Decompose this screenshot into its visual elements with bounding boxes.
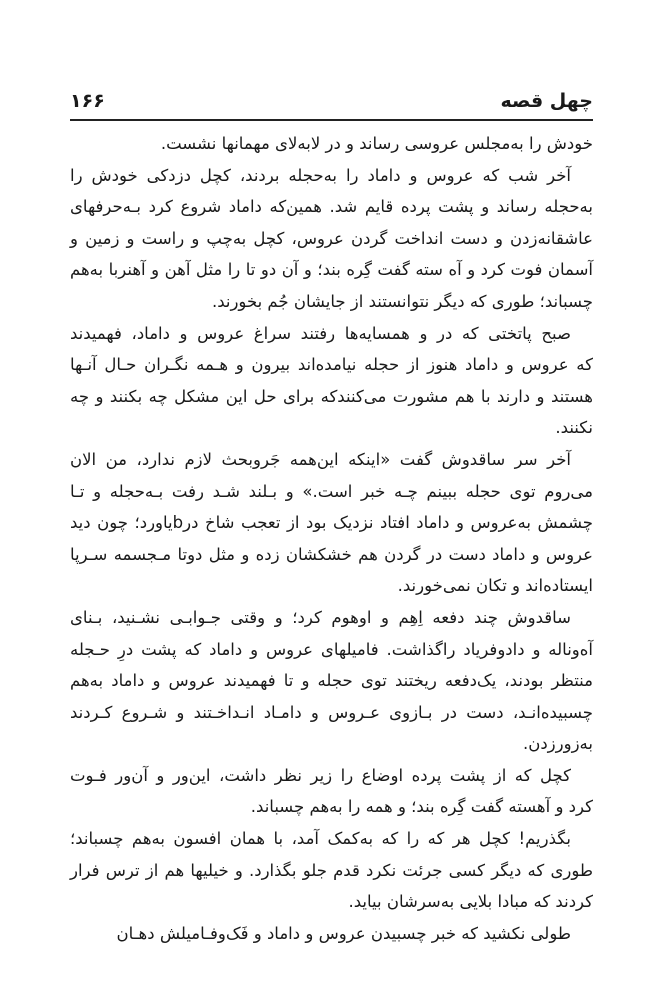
page-number: ۱۶۶ <box>70 90 105 112</box>
text-line: چسباند؛ طوری که دیگر نتوانستند از جایشان جُم بخورند. <box>211 291 593 311</box>
text-line: صبح پاتختی که در و همسایه‌ها رفتند سراغ عروس و داماد، فهمیدند <box>70 323 571 343</box>
text-line: می‌روم توی حجله ببینم چـه خبر است.» و بـلند شـد رفت بـه‌حجله و تـا <box>70 481 593 501</box>
text-line: بگذریم! کچل هر که را که به‌کمک آمد، با همان افسون به‌هم چسباند؛ <box>70 829 571 849</box>
text-line: آسمان فوت کرد و آه سته گفت گِره بند؛ و آن دو تا را مثل آهن و آهنربا به‌هم <box>70 260 593 280</box>
text-line: نکنند. <box>555 418 593 438</box>
text-line: طولی نکشید که خبر چسبیدن عروس و داماد و فَک‌وفـامیلش دهـان <box>116 923 571 943</box>
text-line: ساقدوش چند دفعه اِهِم و اوهوم کرد؛ و وقتی جـوابـی نشـنید، بـنای <box>70 607 571 627</box>
text-line: طوری که دیگر کسی جرئت نکرد قدم جلو بگذارد. و خیلیها هم از ترس فرار <box>70 860 593 880</box>
text-line: ایستاده‌اند و تکان نمی‌خورند. <box>397 576 593 596</box>
header-rule <box>70 119 593 121</box>
text-line: چسبیده‌انـد، دست در بـازوی عـروس و دامـاد انـداخـتند و شـروع کـردند <box>70 702 593 722</box>
text-line: که عروس و داماد هنوز از حجله نیامده‌اند بیرون و هـمه نگـران حـال آنـها <box>70 355 593 375</box>
running-header <box>70 82 593 118</box>
text-line: آخر سر ساقدوش گفت «اینکه این‌همه جَروبحث لازم ندارد، من الان <box>70 449 571 469</box>
text-line: کرد و آهسته گفت گِره بند؛ و همه را به‌هم چسباند. <box>250 797 593 817</box>
text-line: چشمش به‌عروس و داماد افتاد نزدیک بود از تعجب شاخ درbیاورد؛ چون دید <box>70 513 593 533</box>
text-line: به‌حجله رساند و پشت پرده قایم شد. همین‌که داماد شروع کرد بـه‌حرفهای <box>70 197 593 217</box>
text-line: هستند و دارند با هم مشورت می‌کنندکه برای حل این مشکل چه بکنند و چه <box>70 386 593 406</box>
text-line: عروس و داماد دست در گردن هم خشکشان زده و مثل دوتا مـجسمه سـرپا <box>70 544 593 564</box>
story-text <box>70 128 593 949</box>
text-line: آخر شب که عروس و داماد را به‌حجله بردند، کچل دزدکی خودش را <box>70 165 571 185</box>
book-title: چهل قصه <box>500 90 593 112</box>
text-line: عاشقانه‌زدن و دست انداخت گردن عروس، کچل به‌چپ و راست و زمین و <box>70 228 593 248</box>
text-line: خودش را به‌مجلس عروسی رساند و در لابه‌لای مهمانها نشست. <box>160 134 593 153</box>
text-line: منتظر بودند، یک‌دفعه ریختند توی حجله و تا فهمیدند عروس و داماد به‌هم <box>70 671 593 691</box>
text-line: آه‌وناله و دادوفریاد راگذاشت. فامیلهای عروس و داماد که پشت درِ حـجله <box>70 639 593 659</box>
text-line: کچل که از پشت پرده اوضاع را زیر نظر داشت، این‌ور و آن‌ور فـوت <box>70 765 571 785</box>
text-line: به‌زورزدن. <box>522 734 593 754</box>
text-line: کردند که مبادا بلایی به‌سرشان بیاید. <box>348 892 593 912</box>
